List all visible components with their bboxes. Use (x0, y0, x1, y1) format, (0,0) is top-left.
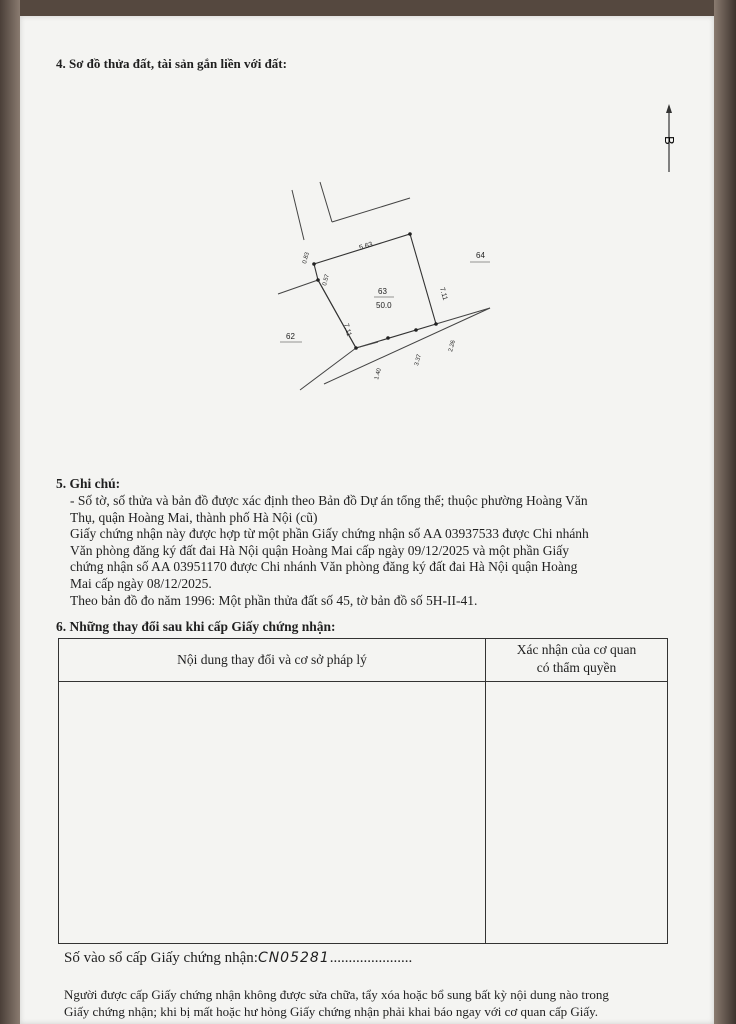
boundary-west (278, 280, 318, 294)
parcel-number: 63 (378, 287, 387, 296)
note-line: Văn phòng đăng ký đất đai Hà Nội quận Hoàng Mai cấp ngày 09/12/2025 và một phần Giấy (70, 542, 570, 558)
table-column-divider (485, 639, 486, 943)
table-header-confirmation (486, 641, 667, 681)
note-line: Giấy chứng nhận này được hợp từ một phần Giấy chứng nhận số AA 03937533 được Chi nhánh (70, 526, 589, 542)
dim-top-left-a: 0.83 (302, 251, 311, 265)
parcel-64-number: 64 (476, 251, 485, 260)
vertex-point (354, 346, 358, 350)
note-line: - Số tờ, số thửa và bản đồ được xác định theo Bản đồ Dự án tổng thể; thuộc phường Hoàng Văn (70, 493, 588, 508)
document-page (20, 16, 714, 1024)
section-5-title: 5. Ghi chú: (56, 476, 121, 491)
note-line: Mai cấp ngày 08/12/2025. (70, 575, 212, 591)
parcel-area: 50.0 (376, 301, 392, 310)
road-line-left (292, 190, 304, 240)
scan-edge-top (0, 0, 736, 16)
table-header-confirmation-line2: có thẩm quyền (536, 660, 617, 675)
section-6-title: 6. Những thay đổi sau khi cấp Giấy chứng nhận: (56, 619, 336, 634)
scan-edge-right (714, 0, 736, 1024)
vertex-point (312, 262, 316, 266)
parcel-map (260, 176, 520, 396)
vertex-point (316, 278, 320, 282)
road-line-right (320, 182, 332, 222)
dim-right: 7.11 (438, 286, 449, 302)
parcel-63-outline (314, 234, 436, 348)
scan-edge-left (0, 0, 20, 1024)
dim-top: 5.63 (358, 241, 374, 252)
dim-bottom-a: 1.40 (374, 367, 383, 381)
registry-number: CN05281 (257, 950, 330, 966)
notes-block (70, 493, 670, 609)
section-4-title: 4. Sơ đồ thửa đất, tài sản gắn liền với đất: (56, 56, 287, 71)
note-line: Thụ, quận Hoàng Mai, thành phố Hà Nội (cũ) (70, 509, 318, 525)
note-line: Theo bản đồ đo năm 1996: Một phần thửa đất số 45, tờ bản đồ số 5H-II-41. (70, 592, 478, 608)
dim-bottom-b: 3.37 (414, 353, 423, 367)
vertex-point (386, 336, 390, 340)
note-line: chứng nhận số AA 03951170 được Chi nhánh Văn phòng đăng ký đất đai Hà Nội quận Hoàng (70, 559, 578, 575)
dim-bottom-c: 2.26 (448, 339, 457, 353)
registry-dots: ...................... (329, 950, 413, 966)
footer-line: Người được cấp Giấy chứng nhận không được sửa chữa, tẩy xóa hoặc bổ sung bất kỳ nội dung nào trong (64, 987, 609, 1002)
footer-line: Giấy chứng nhận; khi bị mất hoặc hư hỏng Giấy chứng nhận phải khai báo ngay với cơ quan cấp Giấy. (64, 1004, 599, 1019)
boundary-south (324, 308, 490, 384)
parcel-62-number: 62 (286, 332, 295, 341)
registry-line (64, 950, 412, 967)
vertex-point (408, 232, 412, 236)
boundary-south-west (300, 348, 356, 390)
dim-left: 7.11 (342, 322, 353, 338)
boundary-south-east (436, 308, 490, 324)
north-label: B (662, 136, 677, 145)
parcel-63-left-edge (318, 280, 356, 348)
footer-warning (64, 986, 684, 1020)
north-arrow-icon (660, 104, 680, 174)
vertex-point (434, 322, 438, 326)
vertex-point (414, 328, 418, 332)
table-header-changes: Nội dung thay đổi và cơ sở pháp lý (177, 652, 367, 667)
table-header-confirmation-line1: Xác nhận của cơ quan (516, 642, 637, 657)
table-row-divider (59, 681, 667, 682)
registry-label: Số vào sổ cấp Giấy chứng nhận: (64, 950, 258, 966)
road-line-top (332, 198, 410, 222)
dim-top-left-b: 0.57 (322, 273, 331, 287)
changes-table (58, 638, 668, 944)
